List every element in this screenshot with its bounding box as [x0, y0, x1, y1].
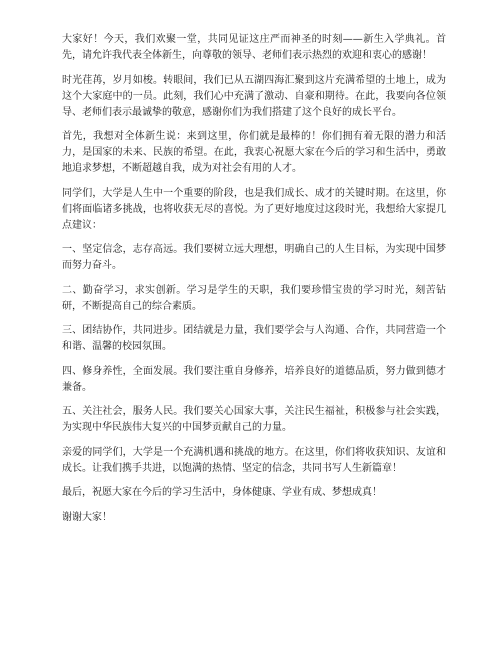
- paragraph-suggestion-1: 一、坚定信念，志存高远。我们要树立远大理想，明确自己的人生目标，为实现中国梦而努力奋斗。: [62, 244, 446, 271]
- paragraph-suggestion-5: 五、关注社会，服务人民。我们要关心国家大事，关注民生福祉，积极参与社会实践，为实现中华民族伟大复兴的中国梦贡献自己的力量。: [62, 406, 446, 433]
- paragraph-thanks: 谢谢大家！: [62, 511, 112, 523]
- paragraph-suggestion-4: 四、修身养性，全面发展。我们要注重自身修养，培养良好的道德品质，努力做到德才兼备。: [62, 365, 446, 393]
- paragraph-closing: 亲爱的同学们，大学是一个充满机遇和挑战的地方。在这里，你们将收获知识、友谊和成长。让我们携手共进，以饱满的热情、坚定的信念，共同书写人生新篇章！: [62, 446, 446, 474]
- paragraph-time-passes: 时光荏苒，岁月如梭。转眼间，我们已从五湖四海汇聚到这片充满希望的土地上，成为这个大家庭中的一员。此刻，我们心中充满了激动、自豪和期待。在此，我要向各位领导、老师们表示最诚挚的敬意，感谢你们为我们搭建了这个良好的成长平台。: [62, 74, 446, 118]
- paragraph-suggestions-intro: 同学们，大学是人生中一个重要的阶段，也是我们成长、成才的关键时期。在这里，你们将面临诸多挑战，也将收获无尽的喜悦。为了更好地度过这段时光，我想给大家提几点建议：: [62, 187, 446, 231]
- document-body: [62, 32, 446, 534]
- paragraph-wishes: 最后，祝愿大家在今后的学习生活中，身体健康、学业有成、梦想成真！: [62, 487, 382, 498]
- paragraph-suggestion-2: 二、勤奋学习，求实创新。学习是学生的天职，我们要珍惜宝贵的学习时光，刻苦钻研，不断提高自己的综合素质。: [62, 284, 446, 312]
- paragraph-suggestion-3: 三、团结协作，共同进步。团结就是力量，我们要学会与人沟通、合作，共同营造一个和谐、温馨的校园氛围。: [62, 325, 446, 352]
- paragraph-greeting: 大家好！今天，我们欢聚一堂，共同见证这庄严而神圣的时刻——新生入学典礼。首先，请允许我代表全体新生，向尊敬的领导、老师们表示热烈的欢迎和衷心的感谢！: [62, 34, 446, 61]
- paragraph-to-new-students: 首先，我想对全体新生说：来到这里，你们就是最棒的！你们拥有着无限的潜力和活力，是国家的未来、民族的希望。在此，我衷心祝愿大家在今后的学习和生活中，勇敢地追求梦想，不断超越自我，成为对社会有用的人才。: [62, 131, 446, 174]
